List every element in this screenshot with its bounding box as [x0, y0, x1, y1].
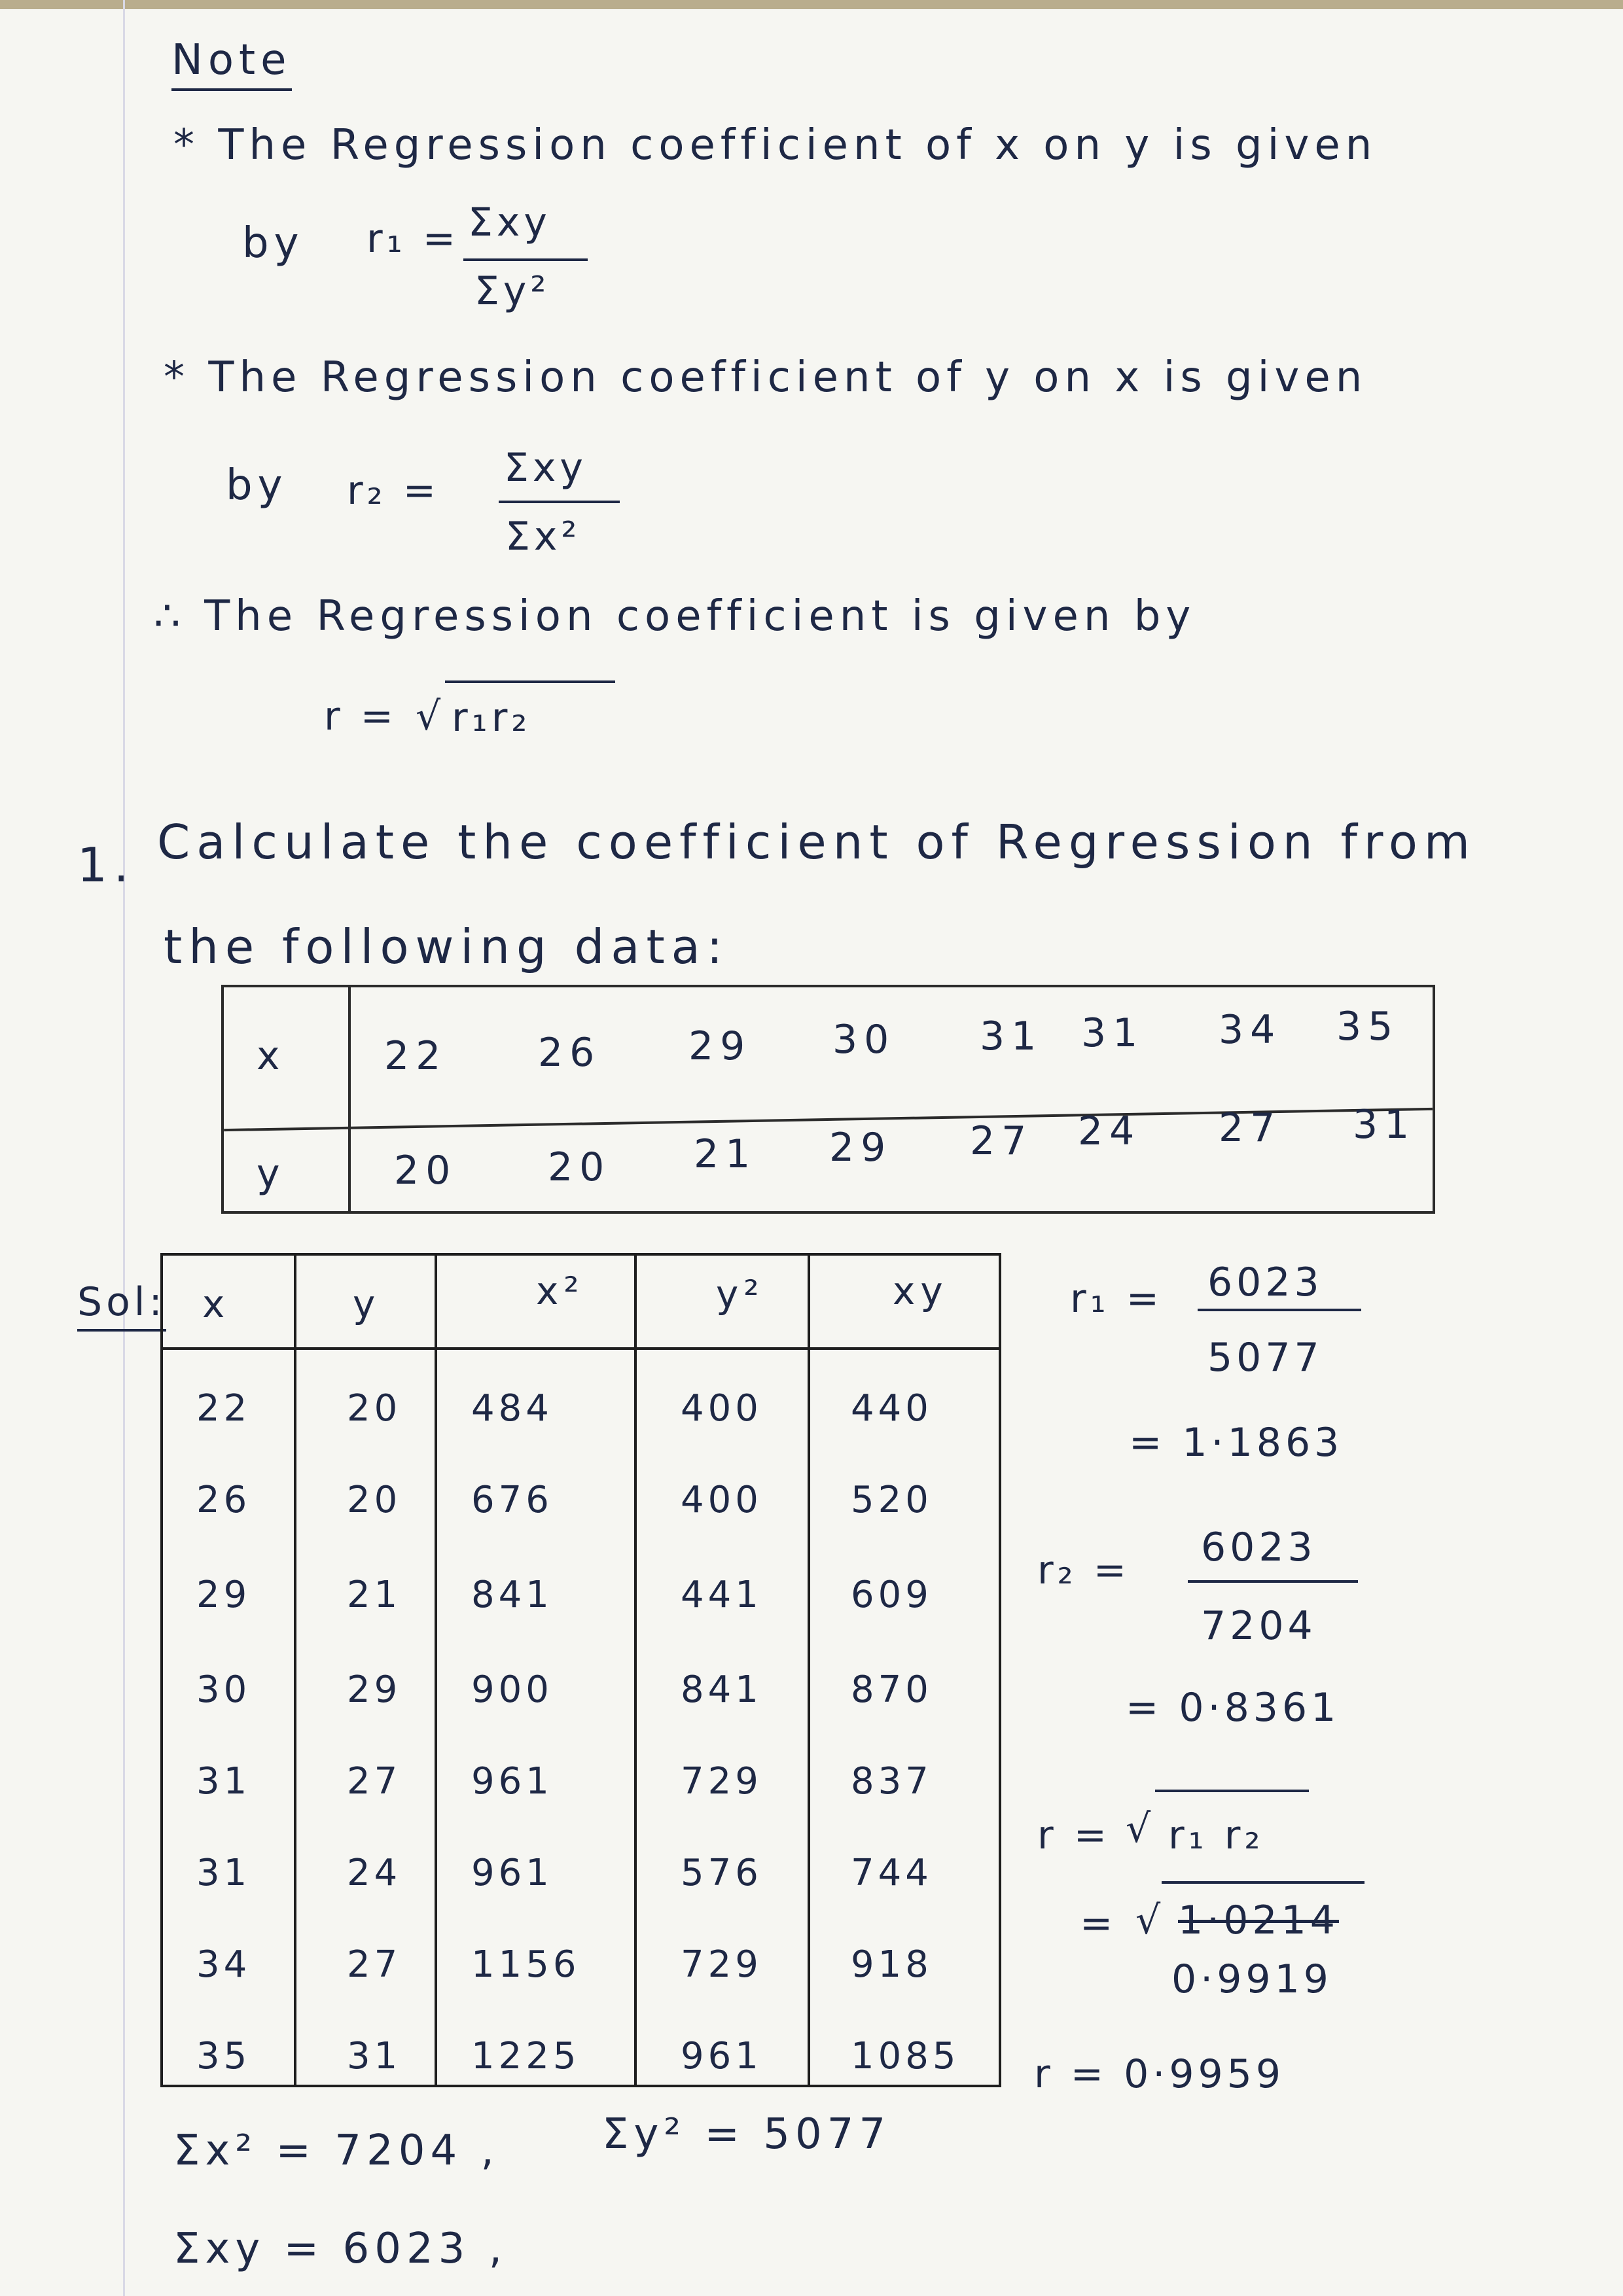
- solution-cell: 20: [347, 1387, 402, 1430]
- solution-cell: 35: [196, 2035, 251, 2077]
- sum-xy: Σxy = 6023 ,: [173, 2225, 508, 2273]
- work-r-label: r =: [1037, 1812, 1111, 1858]
- problem-text-line-1: Calculate the coefficient of Regression from: [157, 815, 1477, 870]
- data-table-x-cell: 35: [1336, 1004, 1400, 1050]
- r2-formula-denominator: Σx²: [505, 514, 581, 559]
- solution-cell: 21: [347, 1574, 402, 1616]
- solution-cell: 400: [681, 1479, 762, 1521]
- work-r-final: r = 0·9959: [1034, 2051, 1285, 2097]
- solution-header-cell: xy: [893, 1269, 948, 1313]
- solution-cell: 1225: [471, 2035, 580, 2077]
- sqrt-overbar: [445, 680, 615, 683]
- work-r2-bar: [1188, 1580, 1358, 1583]
- solution-cell: 34: [196, 1943, 251, 1986]
- solution-cell: 961: [681, 2035, 762, 2077]
- solution-cell: 520: [851, 1479, 933, 1521]
- solution-cell: 841: [681, 1669, 762, 1711]
- solution-cell: 31: [196, 1852, 251, 1894]
- data-table-x-cell: 31: [980, 1014, 1043, 1059]
- data-table-y-cell: 20: [394, 1148, 457, 1193]
- work-sqrt-symbol-2: √: [1135, 1898, 1165, 1943]
- note-heading: Note: [171, 36, 292, 91]
- work-r1-value: = 1·1863: [1129, 1420, 1344, 1466]
- margin-line: [123, 0, 125, 2296]
- solution-cell: 837: [851, 1760, 933, 1803]
- solution-cell: 900: [471, 1669, 553, 1711]
- solution-cell: 676: [471, 1479, 553, 1521]
- solution-cell: 27: [347, 1760, 402, 1803]
- solution-cell: 27: [347, 1943, 402, 1986]
- data-table-x-cell: 22: [384, 1033, 448, 1079]
- solution-table-column-rule: [435, 1256, 437, 2085]
- problem-text-line-2: the following data:: [164, 919, 730, 974]
- data-table-y-cell: 21: [694, 1131, 757, 1177]
- solution-cell: 484: [471, 1387, 553, 1430]
- work-r1-label: r₁ =: [1070, 1276, 1164, 1322]
- solution-cell: 729: [681, 1943, 762, 1986]
- work-r-root: r₁ r₂: [1168, 1812, 1264, 1858]
- problem-number: 1.: [77, 838, 135, 892]
- r1-formula-denominator: Σy²: [474, 268, 550, 314]
- work-r1-denominator: 5077: [1207, 1335, 1323, 1381]
- solution-cell: 400: [681, 1387, 762, 1430]
- work-sqrt-overbar-2: [1162, 1881, 1364, 1884]
- solution-cell: 576: [681, 1852, 762, 1894]
- note-line-1: * The Regression coefficient of x on y is given: [173, 121, 1378, 169]
- solution-cell: 20: [347, 1479, 402, 1521]
- solution-cell: 22: [196, 1387, 251, 1430]
- r2-formula-label: r₂ =: [347, 468, 440, 514]
- work-r-root-value: 0·9919: [1171, 1956, 1332, 2002]
- data-table: [221, 985, 1435, 1214]
- r1-formula-bar: [463, 258, 588, 261]
- note-line-2: * The Regression coefficient of y on x is given: [164, 353, 1368, 402]
- solution-header-cell: y²: [716, 1272, 764, 1316]
- data-table-label-divider: [348, 987, 351, 1211]
- data-table-y-cell: 27: [970, 1118, 1033, 1164]
- data-table-x-cell: 31: [1081, 1010, 1145, 1056]
- solution-cell: 918: [851, 1943, 933, 1986]
- solution-cell: 961: [471, 1852, 553, 1894]
- solution-cell: 31: [196, 1760, 251, 1803]
- data-table-x-cell: 29: [688, 1023, 752, 1069]
- note-by-1: by: [242, 219, 304, 268]
- r2-formula-numerator: Σxy: [504, 445, 587, 491]
- r1-formula-label: r₁ =: [366, 216, 460, 262]
- work-sqrt-symbol: √: [1126, 1806, 1155, 1852]
- work-r-struck-value: 1·0214: [1178, 1898, 1339, 1943]
- solution-cell: 961: [471, 1760, 553, 1803]
- data-table-y-cell: 31: [1353, 1102, 1416, 1148]
- solution-cell: 31: [347, 2035, 402, 2077]
- data-table-x-cell: 30: [832, 1017, 896, 1063]
- data-table-x-label: x: [257, 1033, 287, 1079]
- solution-label: Sol:: [77, 1279, 166, 1332]
- r2-formula-bar: [499, 501, 620, 503]
- data-table-x-cell: 26: [538, 1030, 601, 1076]
- solution-cell: 870: [851, 1669, 933, 1711]
- work-sqrt-overbar: [1155, 1790, 1309, 1792]
- note-line-3: ∴ The Regression coefficient is given by: [154, 592, 1196, 641]
- solution-cell: 609: [851, 1574, 933, 1616]
- work-r2-label: r₂ =: [1037, 1547, 1131, 1593]
- r1-formula-numerator: Σxy: [468, 200, 551, 245]
- solution-cell: 1085: [851, 2035, 960, 2077]
- solution-cell: 841: [471, 1574, 553, 1616]
- solution-cell: 1156: [471, 1943, 580, 1986]
- r-formula-root: r₁r₂: [452, 695, 531, 741]
- work-r2-numerator: 6023: [1201, 1525, 1317, 1570]
- sqrt-symbol: √: [416, 694, 445, 739]
- work-r2-denominator: 7204: [1201, 1603, 1317, 1649]
- solution-cell: 744: [851, 1852, 933, 1894]
- solution-table-column-rule: [294, 1256, 296, 2085]
- solution-header-cell: x: [202, 1282, 230, 1326]
- note-by-2: by: [226, 461, 288, 510]
- solution-header-cell: y: [353, 1282, 381, 1326]
- work-r-equals: =: [1080, 1901, 1117, 1947]
- solution-cell: 24: [347, 1852, 402, 1894]
- data-table-y-label: y: [257, 1151, 287, 1197]
- solution-cell: 30: [196, 1669, 251, 1711]
- work-r2-value: = 0·8361: [1126, 1685, 1340, 1731]
- sum-y-squared: Σy² = 5077: [602, 2110, 891, 2159]
- solution-cell: 26: [196, 1479, 251, 1521]
- sum-x-squared: Σx² = 7204 ,: [173, 2127, 499, 2175]
- data-table-y-cell: 24: [1078, 1108, 1141, 1154]
- data-table-y-cell: 27: [1219, 1105, 1282, 1151]
- solution-header-cell: x²: [536, 1269, 584, 1313]
- solution-table-column-rule: [634, 1256, 637, 2085]
- work-r1-numerator: 6023: [1207, 1260, 1323, 1305]
- solution-cell: 729: [681, 1760, 762, 1803]
- solution-cell: 29: [347, 1669, 402, 1711]
- data-table-y-cell: 20: [548, 1144, 611, 1190]
- work-r1-bar: [1198, 1309, 1361, 1311]
- r-formula-left: r =: [324, 694, 398, 739]
- solution-table-column-rule: [808, 1256, 810, 2085]
- page-top-edge: [0, 0, 1623, 9]
- solution-cell: 29: [196, 1574, 251, 1616]
- solution-table-header-rule: [163, 1347, 999, 1350]
- solution-cell: 440: [851, 1387, 933, 1430]
- data-table-y-cell: 29: [829, 1125, 893, 1171]
- solution-cell: 441: [681, 1574, 762, 1616]
- data-table-x-cell: 34: [1219, 1007, 1282, 1053]
